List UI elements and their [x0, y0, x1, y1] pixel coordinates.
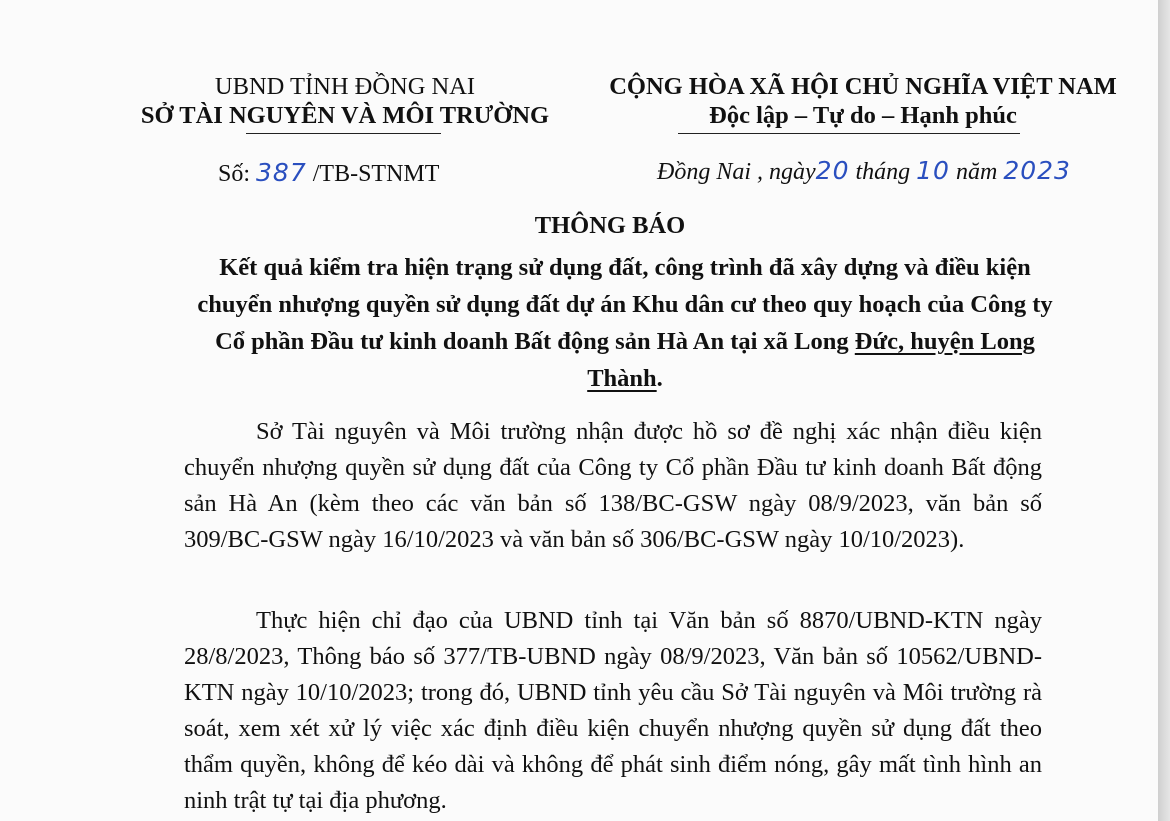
paragraph-2: Thực hiện chỉ đạo của UBND tỉnh tại Văn bản số 8870/UBND-KTN ngày 28/8/2023, Thông báo số 377/TB-UBND ngày 08/9/2023, Văn bản số 10562/UBND-KTN ngày 10/10/2023; trong đó, UBND tỉnh yêu cầu Sở Tài nguyên và Môi trường rà soát, xem xét xử lý việc xác định điều kiện chuyển nhượng quyền sử dụng đất theo thẩm quyền, không để kéo dài và không để phát sinh điểm nóng, gây mất tình hình an ninh trật tự tại địa phương.	[184, 607, 1042, 814]
date-year-label: năm	[955, 159, 998, 185]
number-prefix: Số:	[218, 161, 251, 187]
date-month-label: tháng	[855, 159, 911, 185]
motto-underline	[678, 133, 1020, 134]
handwritten-day: 20	[815, 156, 850, 185]
nation-header	[578, 72, 1148, 130]
subtitle-main: Kết quả kiểm tra hiện trạng sử dụng đất, công trình đã xây dựng và điều kiện chuyển nhượng quyền sử dụng đất dự án Khu dân cư theo quy hoạch của Công ty Cổ phần Đầu tư kinh doanh Bất động sản Hà An tại xã Long	[197, 254, 1053, 355]
nation-line-1: CỘNG HÒA XÃ HỘI CHỦ NGHĨA VIỆT NAM	[609, 73, 1117, 100]
handwritten-month: 10	[916, 156, 950, 185]
subtitle-last: Đức, huyện Long Thành	[587, 328, 1035, 392]
paragraph-1: Sở Tài nguyên và Môi trường nhận được hồ sơ đề nghị xác nhận điều kiện chuyển nhượng quyền sử dụng đất của Công ty Cổ phần Đầu tư kinh doanh Bất động sản Hà An (kèm theo các văn bản số 138/BC-GSW ngày 08/9/2023, văn bản số 309/BC-GSW ngày 16/10/2023 và văn bản số 306/BC-GSW ngày 10/10/2023).	[184, 418, 1042, 553]
number-suffix: /TB-STNMT	[312, 161, 440, 187]
document-title: THÔNG BÁO	[534, 212, 686, 239]
agency-line-2: SỞ TÀI NGUYÊN VÀ MÔI TRƯỜNG	[140, 102, 550, 129]
document-date	[657, 156, 1071, 186]
handwritten-number: 387	[256, 158, 307, 187]
agency-line-1: UBND TỈNH ĐỒNG NAI	[214, 73, 476, 100]
nation-line-2: Độc lập – Tự do – Hạnh phúc	[709, 102, 1017, 129]
document-subtitle: Kết quả kiểm tra hiện trạng sử dụng đất, công trình đã xây dựng và điều kiện chuyển nhượng quyền sử dụng đất dự án Khu dân cư theo quy hoạch của Công ty Cổ phần Đầu tư kinh doanh Bất động sản Hà An tại xã Long Đức, huyện Long Thành.	[197, 254, 1053, 392]
handwritten-year: 2023	[1003, 156, 1071, 185]
page-edge	[1158, 0, 1170, 821]
date-place: Đồng Nai , ngày	[657, 159, 816, 185]
agency-header	[100, 72, 590, 130]
agency-underline	[246, 133, 441, 134]
document-number	[218, 158, 439, 188]
